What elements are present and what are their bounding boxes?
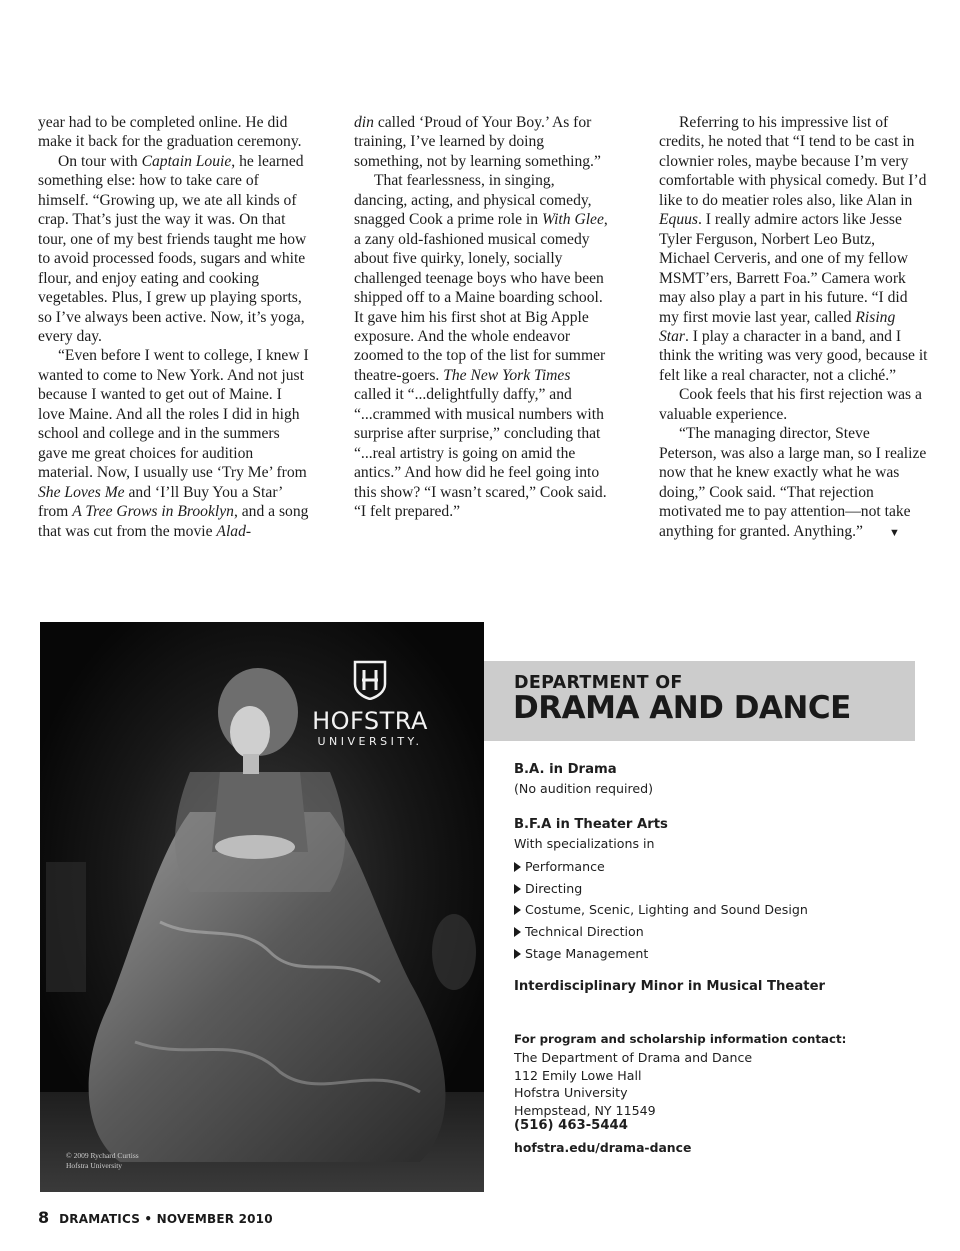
triangle-bullet-icon — [514, 905, 521, 915]
article-column-1 — [38, 113, 310, 541]
triangle-bullet-icon — [514, 927, 521, 937]
article-paragraph — [659, 424, 929, 543]
contact-phone: (516) 463-5444 — [514, 1118, 628, 1133]
minor-title: Interdisciplinary Minor in Musical Theater — [514, 979, 826, 994]
text-run: On tour with — [58, 152, 142, 170]
logo-name: HOFSTRA — [312, 707, 428, 735]
page-number: 8 — [38, 1208, 50, 1227]
hofstra-logo — [295, 660, 445, 748]
text-run: and ‘I’ll Buy You a Star’ from — [38, 483, 283, 521]
text-run: Referring to his impressive list of credits, he noted that “I tend to be cast in clownier roles, maybe because I’m very comfortable with physical comedy. But I’d like to do meatier roles also, like Alan in — [659, 114, 927, 209]
italic-title: Rising Star — [659, 308, 896, 345]
article-paragraph — [38, 152, 310, 347]
photo-credit-line-2: Hofstra University — [66, 1161, 123, 1170]
text-run: , and a song that was cut from the movie — [38, 503, 309, 540]
italic-title: The New York Times — [443, 366, 571, 384]
italic-title: Equus — [659, 211, 698, 229]
article-paragraph — [38, 113, 310, 152]
italic-title: A Tree Grows in Brooklyn — [72, 503, 234, 521]
text-run: That fearlessness, in singing, dancing, acting, and physical comedy, snagged Cook a prime role in — [354, 172, 592, 229]
text-run: , a zany old-fashioned musical comedy about five quirky, lonely, socially challenged teenage boys who have been shipped off to a Maine boarding school. It gave him his first shot at Big Apple exposure. And the whole endeavor zoomed to the top of the list for summer theatre-goers. — [354, 211, 608, 384]
page-footer — [38, 1208, 273, 1227]
department-name: DRAMA AND DANCE — [513, 690, 851, 726]
contact-heading: For program and scholarship information contact: — [514, 1032, 847, 1046]
contact-line: Hofstra University — [514, 1085, 628, 1100]
text-run: , he learned something else: how to take care of himself. “Growing up, we ate all kinds of crap. That’s just the way it was. On that tour, one of my best friends taught me how to avoid processed foods, sugars and white flour, and enjoy eating and cooking vegetables. Plus, I grew up playing sports, so I’ve always been active. Now, it’s yoga, every day. — [38, 152, 307, 345]
specialization-item: Stage Management — [514, 943, 808, 965]
article-paragraph — [659, 385, 929, 424]
logo-subtitle: UNIVERSITY. — [317, 735, 423, 748]
article-paragraph — [659, 113, 929, 385]
italic-title: Alad- — [216, 522, 252, 540]
contact-address — [514, 1049, 752, 1119]
department-of-label: DEPARTMENT OF — [514, 673, 683, 693]
contact-line: The Department of Drama and Dance — [514, 1050, 753, 1065]
hofstra-shield-icon — [353, 660, 387, 700]
text-run: . I really admire actors like Jesse Tyler Ferguson, Norbert Leo Butz, Michael Cerveris, and one of my fellow MSMT’ers, Barrett Foa.” Camera work may also play a part in his future. “I did my first movie last year, called — [659, 211, 908, 326]
text-run: “Even before I went to college, I knew I wanted to come to New York. And not just because I wanted to get out of Maine. I love Maine. And all the roles I did in high school and college and in the summers gave me great choices for audition material. Now, I usually use ‘Try Me’ from — [38, 347, 309, 482]
specialization-item: Costume, Scenic, Lighting and Sound Design — [514, 899, 808, 921]
text-run: called it “...delightfully daffy,” and “...crammed with musical numbers with surprise after surprise,” concluding that “...real artistry is going on amid the antics.” And how did he feel going into this show? “I wasn’t scared,” Cook said. “I felt prepared.” — [354, 386, 607, 521]
triangle-bullet-icon — [514, 949, 521, 959]
contact-line: Hempstead, NY 11549 — [514, 1102, 656, 1118]
italic-title: Captain Louie — [141, 152, 232, 170]
specialization-item: Directing — [514, 878, 808, 900]
triangle-bullet-icon — [514, 884, 521, 894]
ad-photo — [40, 622, 484, 1192]
specialization-item: Technical Direction — [514, 921, 808, 943]
text-run: Cook feels that his first rejection was a valuable experience. — [659, 386, 922, 423]
end-of-article-icon: ▼ — [888, 526, 900, 539]
triangle-bullet-icon — [514, 862, 521, 872]
photo-credit-line-1: © 2009 Rychard Curtiss — [66, 1151, 139, 1160]
bfa-note: With specializations in — [514, 836, 655, 851]
italic-title: din — [354, 114, 374, 131]
specialization-item: Performance — [514, 856, 808, 878]
article-column-2 — [354, 113, 609, 522]
ba-note: (No audition required) — [514, 781, 654, 796]
article-paragraph — [354, 171, 609, 521]
contact-line: 112 Emily Lowe Hall — [514, 1067, 642, 1083]
specialization-list — [514, 856, 808, 965]
text-run: called ‘Proud of Your Boy.’ As for training, I’ve learned by doing something, not by learning something.” — [354, 114, 601, 170]
text-run: year had to be completed online. He did make it back for the graduation ceremony. — [38, 114, 302, 151]
bfa-title: B.F.A in Theater Arts — [514, 817, 668, 832]
article-paragraph — [354, 113, 609, 171]
photo-credit — [66, 1151, 139, 1171]
ba-title: B.A. in Drama — [514, 762, 617, 777]
text-run: . I play a character in a band, and I think the writing was very good, because it felt like a real character, not a cliché.” — [659, 327, 928, 384]
italic-title: She Loves Me — [38, 483, 125, 501]
italic-title: With Glee — [541, 211, 604, 229]
article-column-3 — [659, 113, 929, 543]
contact-url[interactable]: hofstra.edu/drama-dance — [514, 1140, 692, 1155]
magazine-issue: DRAMATICS • NOVEMBER 2010 — [59, 1212, 273, 1226]
article-paragraph — [38, 346, 310, 541]
text-run: “The managing director, Steve Peterson, was also a large man, so I realize now that he knew exactly what he was doing,” Cook said. “That rejection motivated me to pay attention—not take anything for granted. Anything.” — [659, 425, 927, 540]
